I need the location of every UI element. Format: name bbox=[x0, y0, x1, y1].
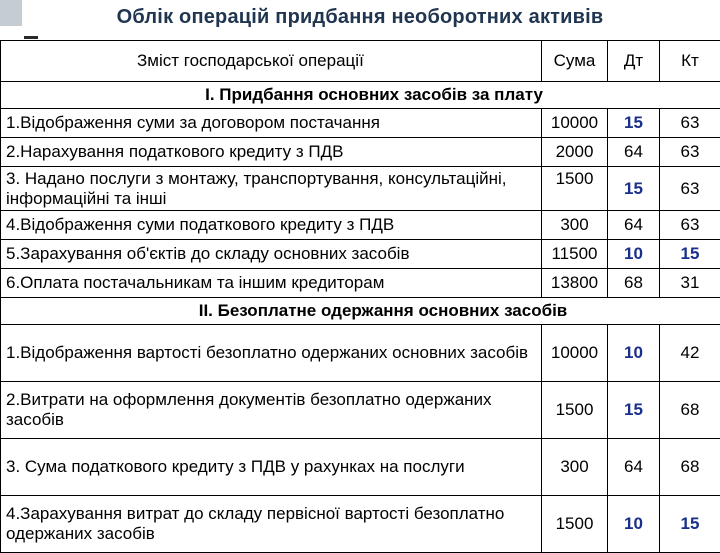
row-debit: 10 bbox=[608, 240, 660, 269]
row-sum: 1500 bbox=[542, 167, 608, 211]
row-credit: 63 bbox=[660, 138, 720, 167]
row-debit: 64 bbox=[608, 138, 660, 167]
operations-table bbox=[0, 40, 720, 553]
row-debit: 68 bbox=[608, 269, 660, 298]
row-description: 4.Відображення суми податкового кредиту з ПДВ bbox=[1, 211, 542, 240]
row-debit: 10 bbox=[608, 325, 660, 382]
corner-dash bbox=[24, 36, 38, 39]
row-debit: 10 bbox=[608, 496, 660, 553]
table-row bbox=[1, 269, 720, 298]
row-sum: 1500 bbox=[542, 382, 608, 439]
header-credit: Кт bbox=[660, 41, 720, 82]
table-row bbox=[1, 240, 720, 269]
row-debit: 15 bbox=[608, 109, 660, 138]
table-row bbox=[1, 138, 720, 167]
table-row bbox=[1, 496, 720, 553]
header-sum: Сума bbox=[542, 41, 608, 82]
header-row bbox=[1, 41, 720, 82]
row-credit: 31 bbox=[660, 269, 720, 298]
row-credit: 68 bbox=[660, 439, 720, 496]
section-row bbox=[1, 298, 720, 325]
section-title-text: І. Придбання основних засобів за плату bbox=[205, 86, 543, 104]
row-debit: 15 bbox=[608, 382, 660, 439]
row-sum: 10000 bbox=[542, 325, 608, 382]
row-description: 6.Оплата постачальникам та іншим кредиторам bbox=[1, 269, 542, 298]
header-description: Зміст господарської операції bbox=[1, 41, 542, 82]
row-credit: 42 bbox=[660, 325, 720, 382]
table-row bbox=[1, 382, 720, 439]
row-debit: 64 bbox=[608, 211, 660, 240]
row-credit: 68 bbox=[660, 382, 720, 439]
row-description: 4.Зарахування витрат до складу первісної вартості безоплатно одержаних засобів bbox=[1, 496, 542, 553]
row-credit: 15 bbox=[660, 240, 720, 269]
table-row bbox=[1, 325, 720, 382]
row-sum: 10000 bbox=[542, 109, 608, 138]
row-description: 1.Відображення суми за договором постачання bbox=[1, 109, 542, 138]
section-title bbox=[1, 82, 720, 109]
row-sum: 2000 bbox=[542, 138, 608, 167]
row-description: 5.Зарахування об'єктів до складу основних засобів bbox=[1, 240, 542, 269]
header-debit: Дт bbox=[608, 41, 660, 82]
table-row bbox=[1, 211, 720, 240]
row-sum: 11500 bbox=[542, 240, 608, 269]
table-row bbox=[1, 439, 720, 496]
page-title: Облік операцій придбання необоротних активів bbox=[0, 6, 720, 29]
row-debit: 64 bbox=[608, 439, 660, 496]
row-description: 3. Сума податкового кредиту з ПДВ у рахунках на послуги bbox=[1, 439, 542, 496]
row-description: 1.Відображення вартості безоплатно одержаних основних засобів bbox=[1, 325, 542, 382]
row-credit: 63 bbox=[660, 167, 720, 211]
row-description: 2.Нарахування податкового кредиту з ПДВ bbox=[1, 138, 542, 167]
row-credit: 15 bbox=[660, 496, 720, 553]
row-debit: 15 bbox=[608, 167, 660, 211]
row-description: 2.Витрати на оформлення документів безоплатно одержаних засобів bbox=[1, 382, 542, 439]
section-title-text: ІІ. Безоплатне одержання основних засобів bbox=[199, 302, 568, 320]
row-description: 3. Надано послуги з монтажу, транспортування, консультаційні, інформаційні та інші bbox=[1, 167, 542, 211]
row-sum: 300 bbox=[542, 439, 608, 496]
table-row bbox=[1, 109, 720, 138]
row-sum: 1500 bbox=[542, 496, 608, 553]
row-credit: 63 bbox=[660, 109, 720, 138]
row-credit: 63 bbox=[660, 211, 720, 240]
section-title bbox=[1, 298, 720, 325]
section-row bbox=[1, 82, 720, 109]
table-row bbox=[1, 167, 720, 211]
row-sum: 13800 bbox=[542, 269, 608, 298]
row-sum: 300 bbox=[542, 211, 608, 240]
